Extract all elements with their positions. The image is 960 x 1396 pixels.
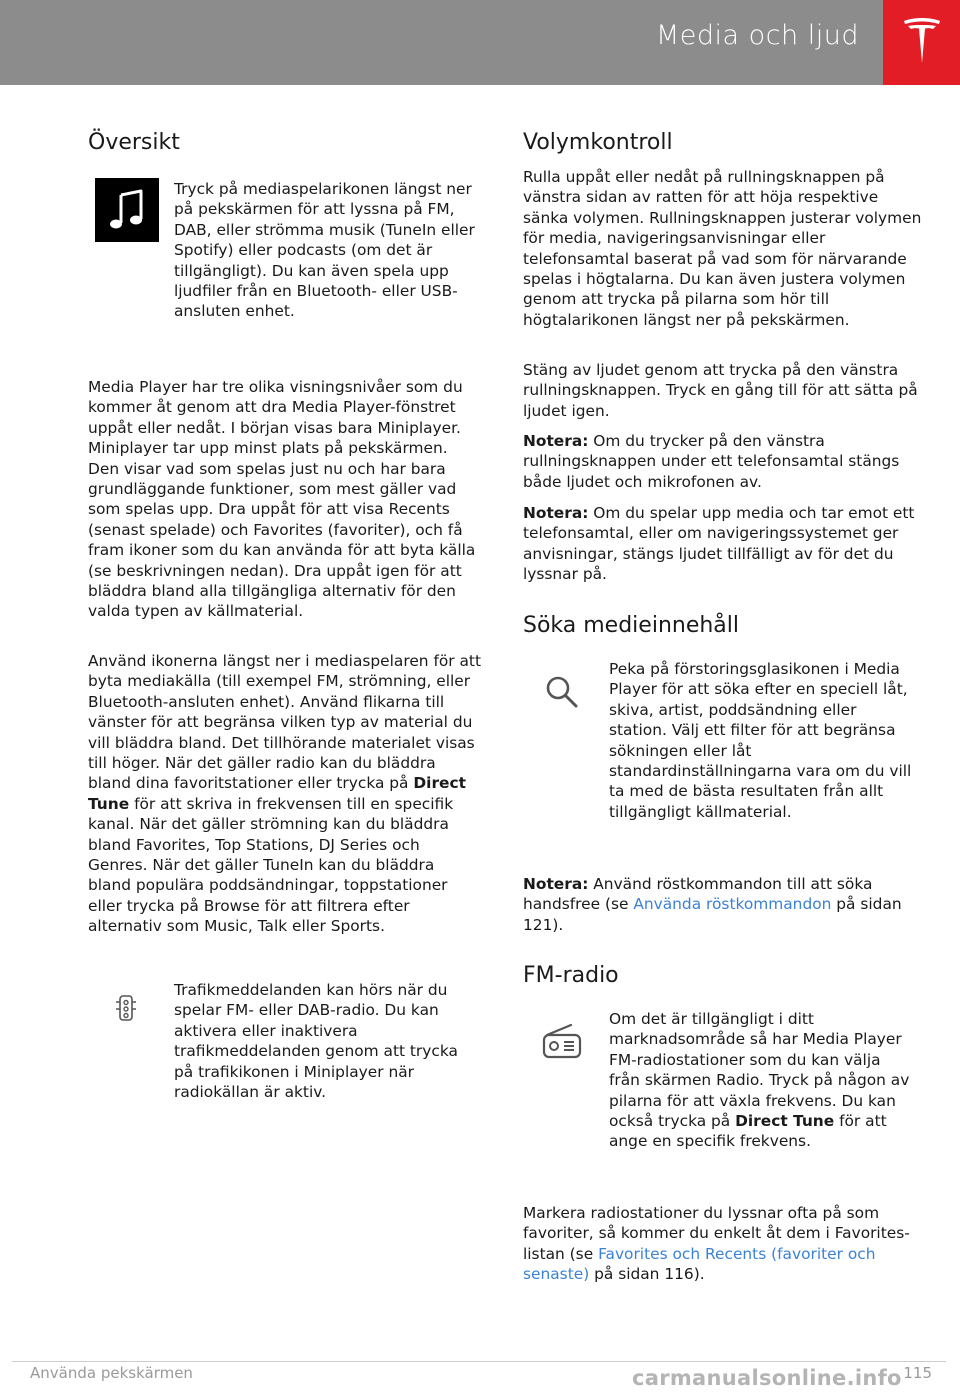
traffic-text: Trafikmeddelanden kan hörs när du spelar FM- eller DAB-radio. Du kan aktivera eller inaktivera trafikmeddelanden genom att trycka på trafikikonen i Miniplayer när radiokällan är aktiv.: [174, 981, 458, 1102]
link-favorites-recents[interactable]: Favorites och Recents (favoriter och senaste): [523, 1244, 876, 1284]
section-heading-fm-radio: FM-radio: [523, 963, 619, 988]
volume-note-2: [523, 503, 923, 585]
volume-paragraph-1: Rulla uppåt eller nedåt på rullningsknappen på vänstra sidan av ratten för att höja respektive sänka volymen. Rullningsknappen justerar volymen för media, navigeringsanvisningar eller telefonsamtal baserat på vad som för närvarande spelas i högtalarna. Du kan även justera volymen genom att trycka på pilarna som hör till högtalarikonen längst ner på pekskärmen.: [523, 168, 922, 329]
paragraph-text: för att skriva in frekvensen till en specifik kanal. När det gäller strömning kan du bläddra bland Favorites, Top Stations, DJ Series och Genres. När det gäller TuneIn kan du bläddra bland populära poddsändningar, toppstationer eller trycka på Browse för att filtrera efter alternativ som Music, Talk eller Sports.: [88, 794, 454, 936]
tesla-logo-icon: [902, 15, 942, 67]
note-label: Notera:: [523, 875, 589, 893]
note-text: Använd röstkommandon till att söka handsfree (se: [523, 875, 873, 914]
note-text: Om du spelar upp media och tar emot ett telefonsamtal, eller om navigeringssystemet ger anvisningar, stängs ljudet tillfälligt av för det du lyssnar på.: [523, 504, 915, 584]
link-anvanda-rostkommandon[interactable]: Använda röstkommandon: [633, 895, 832, 914]
paragraph-text: Markera radiostationer du lyssnar ofta på som favoriter, så kommer du enkelt åt dem i Favorites-listan (se: [523, 1204, 910, 1263]
page-number: 115: [903, 1364, 932, 1382]
brand-logo: [883, 0, 960, 85]
paragraph-source-icons: [88, 651, 481, 937]
paragraph-text: på sidan 116).: [589, 1265, 705, 1284]
search-text: Peka på förstoringsglasikonen i Media Player för att söka efter en speciell låt, skiva, artist, poddsändning eller station. Välj ett filter för att begränsa sökningen eller låt standardinställningarna vara om du vill ta med de bästa resultaten från allt tillgängligt källmaterial.: [609, 660, 912, 821]
paragraph-media-player-levels: Media Player har tre olika visningsnivåer som du kommer åt genom att dra Media Player-fönstret uppåt eller nedåt. I början visas bara Miniplayer. Miniplayer tar upp minst plats på pekskärmen. Den visar vad som spelas just nu och har bara grundläggande funktioner, som mest gäller vad som spelas upp. Dra uppåt för att visa Recents (senast spelade) och Favorites (favoriter), och få fram ikoner som du kan använda för att byta källa (se beskrivningen nedan). Dra uppåt igen för att bläddra bland alla tillgängliga alternativ för den valda typen av källmaterial.: [88, 378, 476, 621]
fm-text: [609, 1009, 914, 1152]
traffic-light-icon: [114, 993, 138, 1023]
volume-note-1: [523, 431, 923, 492]
note-label: Notera:: [523, 504, 589, 522]
direct-tune-label: Direct Tune: [735, 1112, 835, 1131]
music-note-icon: [95, 178, 159, 242]
note-text: Om du trycker på den vänstra rullningsknappen under ett telefonsamtal stängs både ljudet och mikrofonen av.: [523, 432, 900, 491]
fm-text-part: för att ange en specifik frekvens.: [609, 1112, 887, 1151]
fm-text-part: Om det är tillgängligt i ditt marknadsområde så har Media Player FM-radiostationer som du kan välja från skärmen Radio. Tryck på någon av pilarna för att växla frekvens. Du kan också trycka på: [609, 1010, 910, 1131]
watermark: carmanualsonline.info: [632, 1366, 902, 1390]
section-heading-volymkontroll: Volymkontroll: [523, 130, 673, 155]
intro-text: Tryck på mediaspelarikonen längst ner på pekskärmen för att lyssna på FM, DAB, eller strömma musik (TuneIn eller Spotify) eller podcasts (om det är tillgängligt). Du kan även spela upp ljudfiler från en Bluetooth- eller USB-ansluten enhet.: [174, 180, 475, 321]
radio-icon: [541, 1022, 583, 1060]
note-text: på sidan 121).: [523, 895, 902, 934]
volume-paragraph-2: Stäng av ljudet genom att trycka på den vänstra rullningsknappen. Tryck en gång till för att sätta på ljudet igen.: [523, 361, 918, 420]
direct-tune-label: Direct Tune: [88, 774, 466, 813]
footer-divider: [12, 1361, 946, 1362]
note-label: Notera:: [523, 432, 589, 450]
page-title: Media och ljud: [656, 20, 859, 51]
search-note: [523, 874, 923, 935]
magnifying-glass-icon: [544, 674, 580, 710]
page-header-bar: [0, 0, 883, 85]
footer-section-name: Använda pekskärmen: [30, 1364, 193, 1382]
section-heading-soka: Söka medieinnehåll: [523, 613, 740, 638]
paragraph-text: Använd ikonerna längst ner i mediaspelaren för att byta mediakälla (till exempel FM, strömning, eller Bluetooth-ansluten enhet). Använd flikarna till vänster för att begränsa vilken typ av material du vill bläddra bland. Det tillhörande materialet visas till höger. När det gäller radio kan du bläddra bland dina favoritstationer eller trycka på: [88, 652, 482, 793]
section-heading-oversikt: Översikt: [88, 130, 180, 155]
fm-favorites-paragraph: [523, 1203, 923, 1285]
